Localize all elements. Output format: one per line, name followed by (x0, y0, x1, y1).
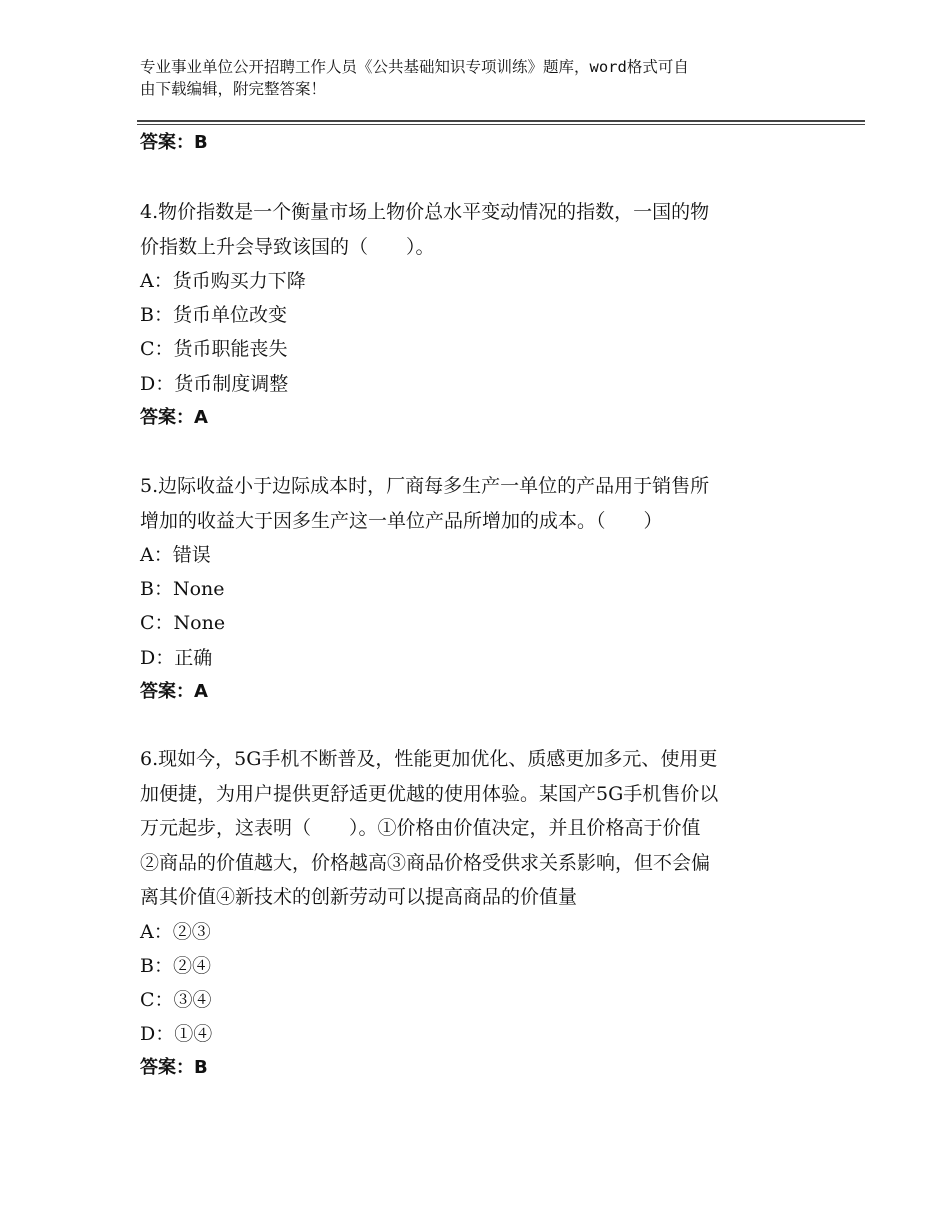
question-stem-line: 离其价值④新技术的创新劳动可以提高商品的价值量 (140, 886, 578, 908)
question-4 (140, 195, 830, 431)
question-stem-line: 4.物价指数是一个衡量市场上物价总水平变动情况的指数，一国的物 (140, 201, 710, 223)
question-stem-line: ②商品的价值越大，价格越高③商品价格受供求关系影响，但不会偏 (140, 851, 711, 874)
option-c: C：货币职能丧失 (140, 338, 288, 361)
option-a: A：货币购买力下降 (140, 270, 306, 292)
option-d: D：正确 (140, 646, 213, 669)
option-b: B：None (140, 578, 225, 601)
option-d: D：货币制度调整 (140, 372, 289, 395)
question-5 (140, 469, 830, 705)
header-rule-thick (137, 120, 865, 122)
option-a: A：②③ (140, 920, 211, 943)
answer: 答案：A (140, 406, 208, 428)
question-stem-line: 万元起步，这表明（ ）。①价格由价值决定，并且价格高于价值 (140, 817, 701, 839)
question-stem-line: 5.边际收益小于边际成本时，厂商每多生产一单位的产品用于销售所 (140, 475, 710, 497)
option-d: D：①④ (140, 1023, 213, 1046)
option-b: B：货币单位改变 (140, 304, 287, 327)
header-rule-thin (137, 124, 865, 125)
header-line-2: 由下载编辑，附完整答案！ (140, 80, 327, 98)
previous-answer: 答案：B (140, 132, 208, 153)
page-header (140, 56, 820, 100)
question-6 (140, 742, 830, 1081)
header-line-1: 专业事业单位公开招聘工作人员《公共基础知识专项训练》题库，word格式可自 (140, 58, 689, 76)
question-stem-line: 价指数上升会导致该国的（ ）。 (140, 235, 435, 258)
question-stem-line: 6.现如今，5G手机不断普及，性能更加优化、质感更加多元、使用更 (140, 748, 718, 770)
answer: 答案：A (140, 680, 208, 702)
option-b: B：②④ (140, 954, 211, 977)
question-stem-line: 增加的收益大于因多生产这一单位产品所增加的成本。（ ） (140, 509, 663, 532)
option-a: A：错误 (140, 544, 211, 566)
option-c: C：③④ (140, 988, 212, 1011)
answer: 答案：B (140, 1057, 208, 1079)
option-c: C：None (140, 612, 226, 635)
question-stem-line: 加便捷，为用户提供更舒适更优越的使用体验。某国产5G手机售价以 (140, 782, 719, 805)
